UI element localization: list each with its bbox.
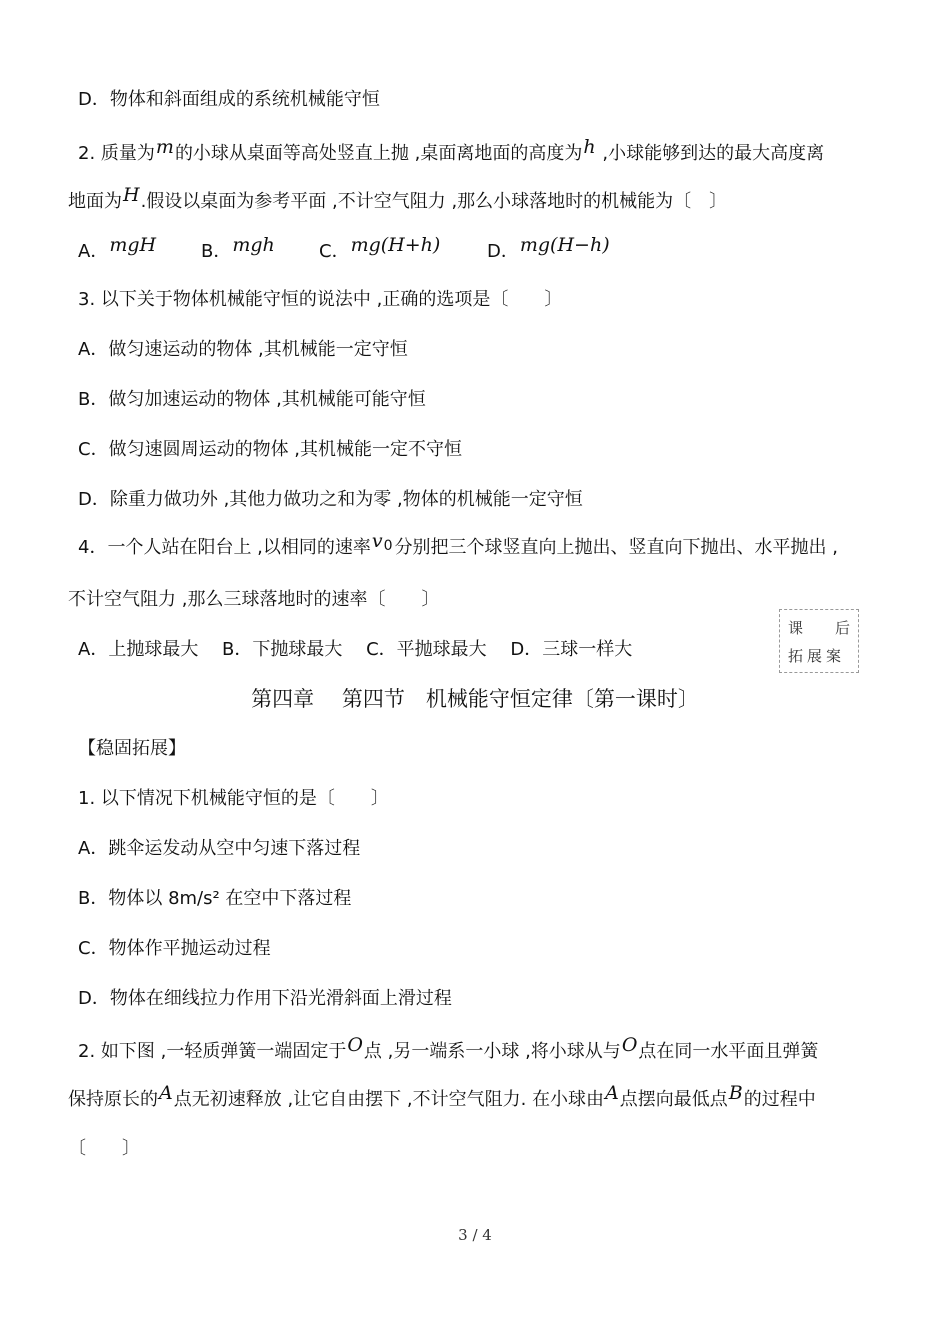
q2-stem-line1: 2. 如下图 ,一轻质弹簧一端固定于O点 ,另一端系一小球 ,将小球从与O点在同一水平面且弹簧 [78,1034,819,1062]
side-char: 后 [834,619,850,637]
prev-q2-stem-line1 [78,136,898,167]
prev-q2-stem-line2 [68,184,888,215]
math-O: O [347,1034,363,1056]
text: 地面为 [68,191,122,212]
prev-q2-options [78,234,898,265]
prev-q3-option-a: A．做匀速运动的物体 ,其机械能一定守恒 [78,339,408,360]
text: 2. 质量为 [78,143,155,164]
prev-q4-stem-line2: 不计空气阻力 ,那么三球落地时的速率〔 〕 [68,589,440,610]
prev-q1-option-d: D．物体和斜面组成的系统机械能守恒 [78,89,380,110]
math-B: B [728,1082,743,1104]
section-heading: 【稳固拓展】 [78,738,186,759]
prev-q3-stem: 3. 以下关于物体机械能守恒的说法中 ,正确的选项是〔 〕 [78,289,563,310]
prev-q2-option-d: D．mg(H−h) [487,234,610,262]
q2-stem-line2: 保持原长的A点无初速释放 ,让它自由摆下 ,不计空气阻力. 在小球由A点摆向最低点B的过程中 [68,1082,816,1110]
subscript-0: 0 [383,538,393,554]
q1-option-c: C．物体作平抛运动过程 [78,938,271,959]
prev-q2-option-b: B．mgh [201,234,275,262]
q1-option-b: B．物体以 8m/s² 在空中下落过程 [78,888,352,909]
prev-q3-option-c: C．做匀速圆周运动的物体 ,其机械能一定不守恒 [78,439,463,460]
prev-q3-option-d: D．除重力做功外 ,其他力做功之和为零 ,物体的机械能一定守恒 [78,489,583,510]
q2-answer-bracket: 〔 〕 [68,1138,140,1159]
math-v: v [371,530,383,552]
prev-q4-options: A．上抛球最大 B．下抛球最大 C．平抛球最大 D．三球一样大 [78,639,633,660]
math-H: H [123,184,140,206]
math-O: O [621,1034,638,1056]
text: 的小球从桌面等高处竖直上抛 ,桌面离地面的高度为 [174,143,583,164]
text: ,小球能够到达的最大高度离 [596,143,825,164]
prev-q2-option-c: C．mg(H+h) [319,234,441,262]
math-h: h [583,136,596,158]
side-label-box [779,609,859,673]
chapter-title: 第四章 第四节 机械能守恒定律〔第一课时〕 [251,687,699,711]
prev-q2-option-a: A．mgH [78,234,157,262]
side-char: 课 [788,619,804,637]
side-label-row2: 拓展案 [788,647,846,665]
text: .假设以桌面为参考平面 ,不计空气阻力 ,那么小球落地时的机械能为〔 〕 [140,191,728,212]
prev-q4-stem-line1: 4．一个人站在阳台上 ,以相同的速率v0 分别把三个球竖直向上抛出、竖直向下抛出、水平抛出 , [78,530,839,558]
page-number: 3 / 4 [458,1226,492,1244]
q1-option-d: D．物体在细线拉力作用下沿光滑斜面上滑过程 [78,988,452,1009]
q1-option-a: A．跳伞运发动从空中匀速下落过程 [78,838,361,859]
q1-stem: 1. 以下情况下机械能守恒的是〔 〕 [78,788,389,809]
math-A: A [159,1082,173,1104]
math-m: m [155,136,174,158]
math-A: A [605,1082,619,1104]
prev-q3-option-b: B．做匀加速运动的物体 ,其机械能可能守恒 [78,389,426,410]
